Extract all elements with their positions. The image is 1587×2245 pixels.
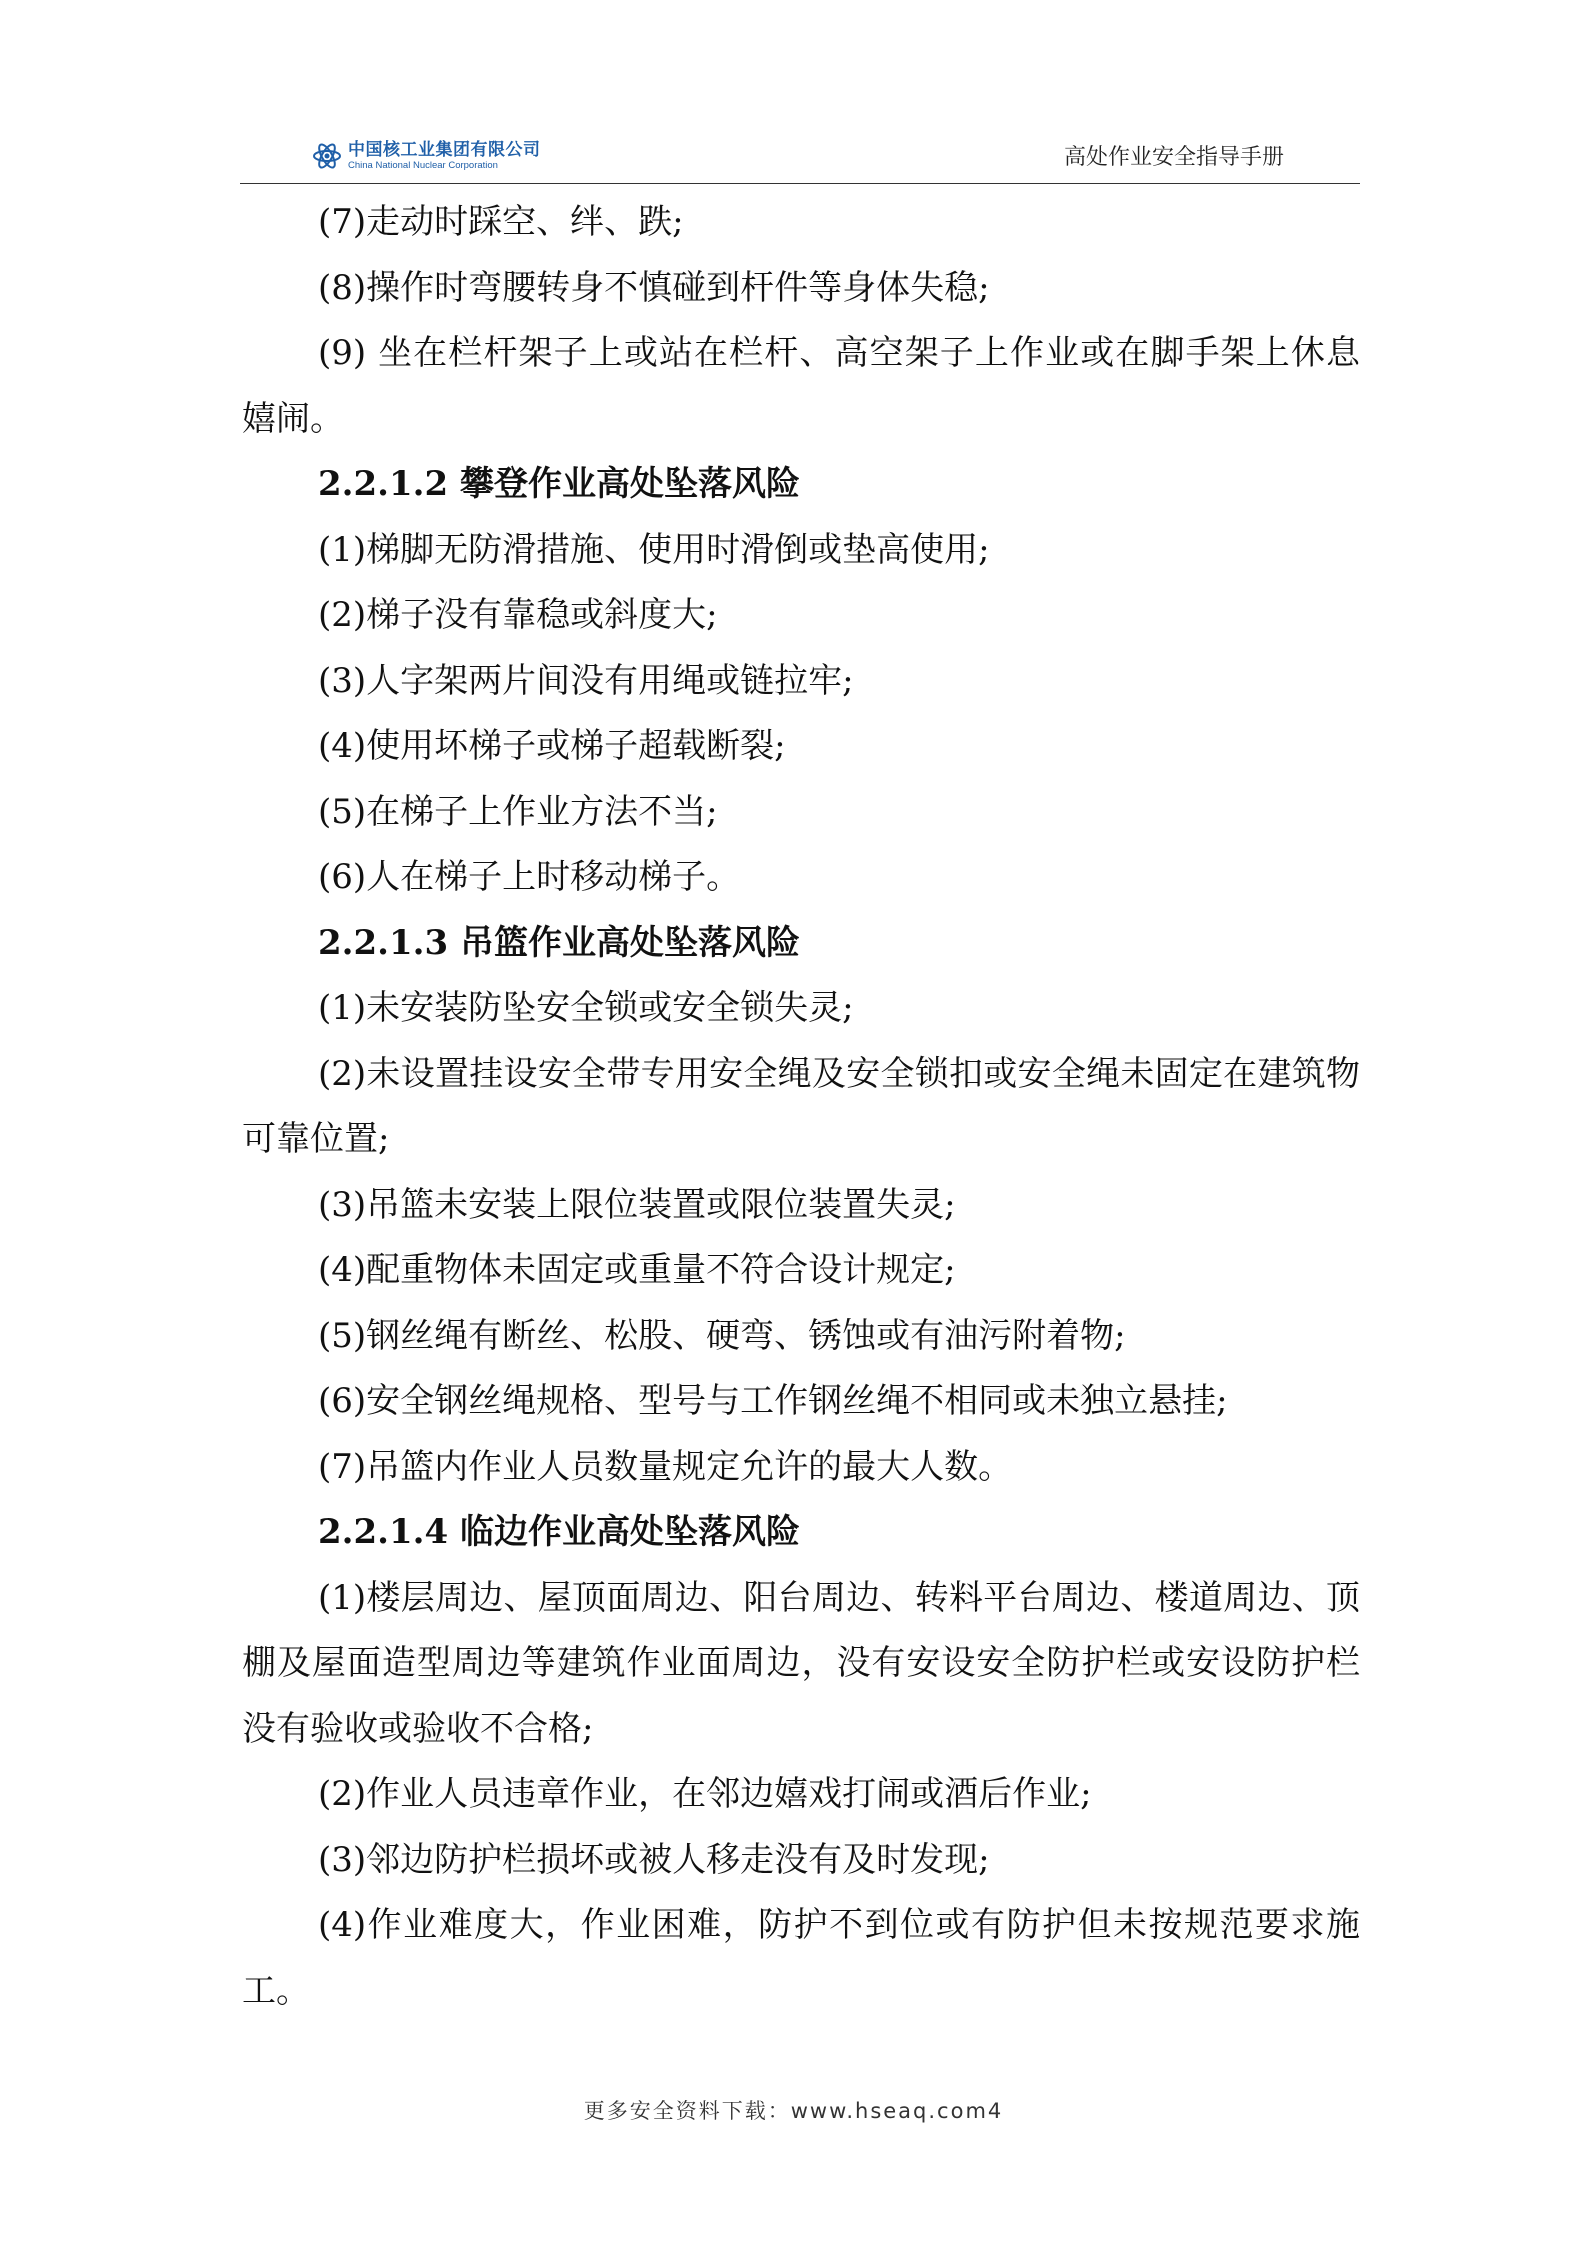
list-item: (4)作业难度大，作业困难，防护不到位或有防护但未按规范要求施工。 <box>242 1905 1360 2011</box>
logo-english-name: China National Nuclear Corporation <box>348 159 498 171</box>
cnnc-logo <box>312 138 541 174</box>
page-footer: 更多安全资料下载：www.hseaq.com4 <box>583 2099 1004 2123</box>
list-item: (7)走动时踩空、绊、跌; <box>318 202 684 242</box>
list-item: (2)作业人员违章作业，在邻边嬉戏打闹或酒后作业; <box>318 1774 1092 1814</box>
section-heading: 2.2.1.3 吊篮作业高处坠落风险 <box>318 922 800 963</box>
section-heading: 2.2.1.4 临边作业高处坠落风险 <box>318 1512 800 1552</box>
list-item: (1)楼层周边、屋顶面周边、阳台周边、转料平台周边、楼道周边、顶棚及屋面造型周边等建筑作业面周边，没有安设安全防护栏或安设防护栏没有验收或验收不合格; <box>242 1577 1360 1749</box>
list-item: (4)使用坏梯子或梯子超载断裂; <box>318 726 786 766</box>
list-item: (6)安全钢丝绳规格、型号与工作钢丝绳不相同或未独立悬挂; <box>318 1381 1228 1421</box>
header-divider <box>240 183 1360 185</box>
list-item: (1)梯脚无防滑措施、使用时滑倒或垫高使用; <box>318 529 990 570</box>
list-item: (3)人字架两片间没有用绳或链拉牢; <box>318 660 854 701</box>
logo-chinese-name: 中国核工业集团有限公司 <box>348 139 541 160</box>
list-item: (4)配重物体未固定或重量不符合设计规定; <box>318 1250 956 1290</box>
list-item: (1)未安装防坠安全锁或安全锁失灵; <box>318 988 854 1028</box>
list-item: (6)人在梯子上时移动梯子。 <box>318 857 741 897</box>
list-item: (2)梯子没有靠稳或斜度大; <box>318 595 718 635</box>
document-body <box>242 190 1360 2024</box>
list-item: (3)邻边防护栏损坏或被人移走没有及时发现; <box>318 1839 990 1880</box>
list-item: (2)未设置挂设安全带专用安全绳及安全锁扣或安全绳未固定在建筑物可靠位置; <box>242 1053 1360 1159</box>
document-title: 高处作业安全指导手册 <box>1063 145 1284 170</box>
list-item: (7)吊篮内作业人员数量规定允许的最大人数。 <box>318 1446 1013 1487</box>
list-item: (5)钢丝绳有断丝、松股、硬弯、锈蚀或有油污附着物; <box>318 1315 1126 1356</box>
page-header <box>240 128 1360 184</box>
list-item: (5)在梯子上作业方法不当; <box>318 791 718 832</box>
atom-logo-icon <box>312 141 342 171</box>
list-item: (8)操作时弯腰转身不慎碰到杆件等身体失稳; <box>318 267 990 308</box>
list-item: (3)吊篮未安装上限位装置或限位装置失灵; <box>318 1184 956 1225</box>
list-item: (9) 坐在栏杆架子上或站在栏杆、高空架子上作业或在脚手架上休息嬉闹。 <box>242 333 1360 439</box>
section-heading: 2.2.1.2 攀登作业高处坠落风险 <box>318 464 800 504</box>
